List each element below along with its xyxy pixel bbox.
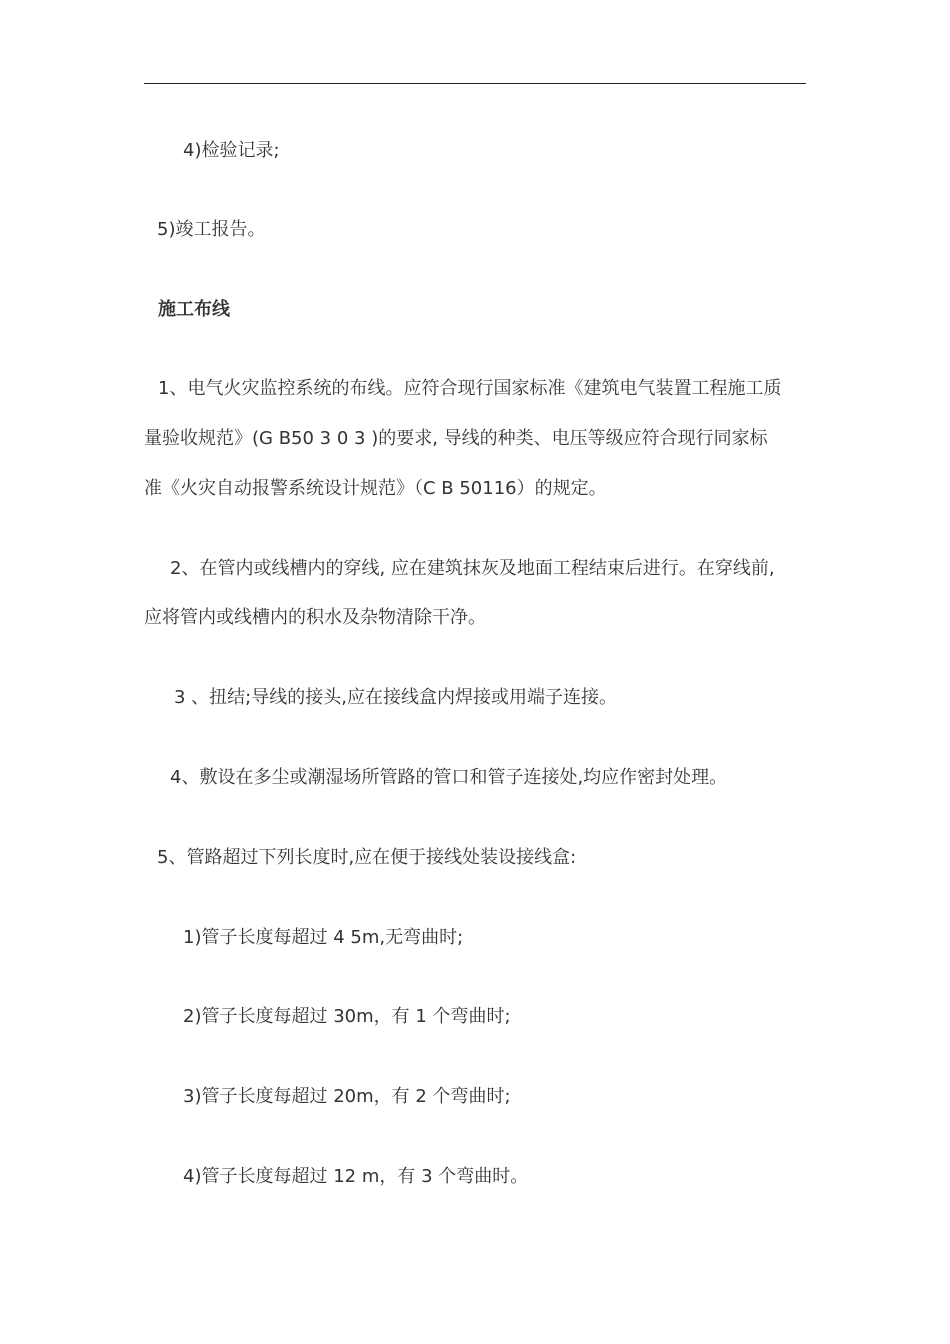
section-heading: 施工布线 — [158, 299, 230, 320]
list-item-completion-report: 5)竣工报告。 — [157, 219, 266, 240]
list-item-pipe-12m: 4)管子长度每超过 12 m，有 3 个弯曲时。 — [183, 1166, 529, 1187]
paragraph-1-line-2: 量验收规范》(G B50 3 0 3 )的要求, 导线的种类、电压等级应符合现行同家标 — [144, 428, 768, 449]
paragraph-4: 4、敷设在多尘或潮湿场所管路的管口和管子连接处,均应作密封处理。 — [170, 767, 728, 788]
paragraph-5: 5、管路超过下列长度时,应在便于接线处装设接线盒: — [157, 847, 577, 868]
list-item-inspection-record: 4)检验记录; — [183, 140, 280, 161]
paragraph-2-line-2: 应将管内或线槽内的积水及杂物清除干净。 — [144, 607, 486, 628]
list-item-pipe-45m: 1)管子长度每超过 4 5m,无弯曲时; — [183, 927, 464, 948]
list-item-pipe-20m: 3)管子长度每超过 20m，有 2 个弯曲时; — [183, 1086, 511, 1107]
paragraph-1-line-3: 准《火灾自动报警系统设计规范》（C B 50116）的规定。 — [144, 478, 607, 499]
paragraph-2-line-1: 2、在管内或线槽内的穿线, 应在建筑抹灰及地面工程结束后进行。在穿线前, — [170, 558, 775, 579]
paragraph-1-line-1: 1、电气火灾监控系统的布线。应符合现行国家标准《建筑电气装置工程施工质 — [158, 378, 782, 399]
list-item-pipe-30m: 2)管子长度每超过 30m，有 1 个弯曲时; — [183, 1006, 511, 1027]
paragraph-3: 3 、扭结;导线的接头,应在接线盒内焊接或用端子连接。 — [174, 687, 617, 708]
header-rule — [144, 83, 806, 84]
